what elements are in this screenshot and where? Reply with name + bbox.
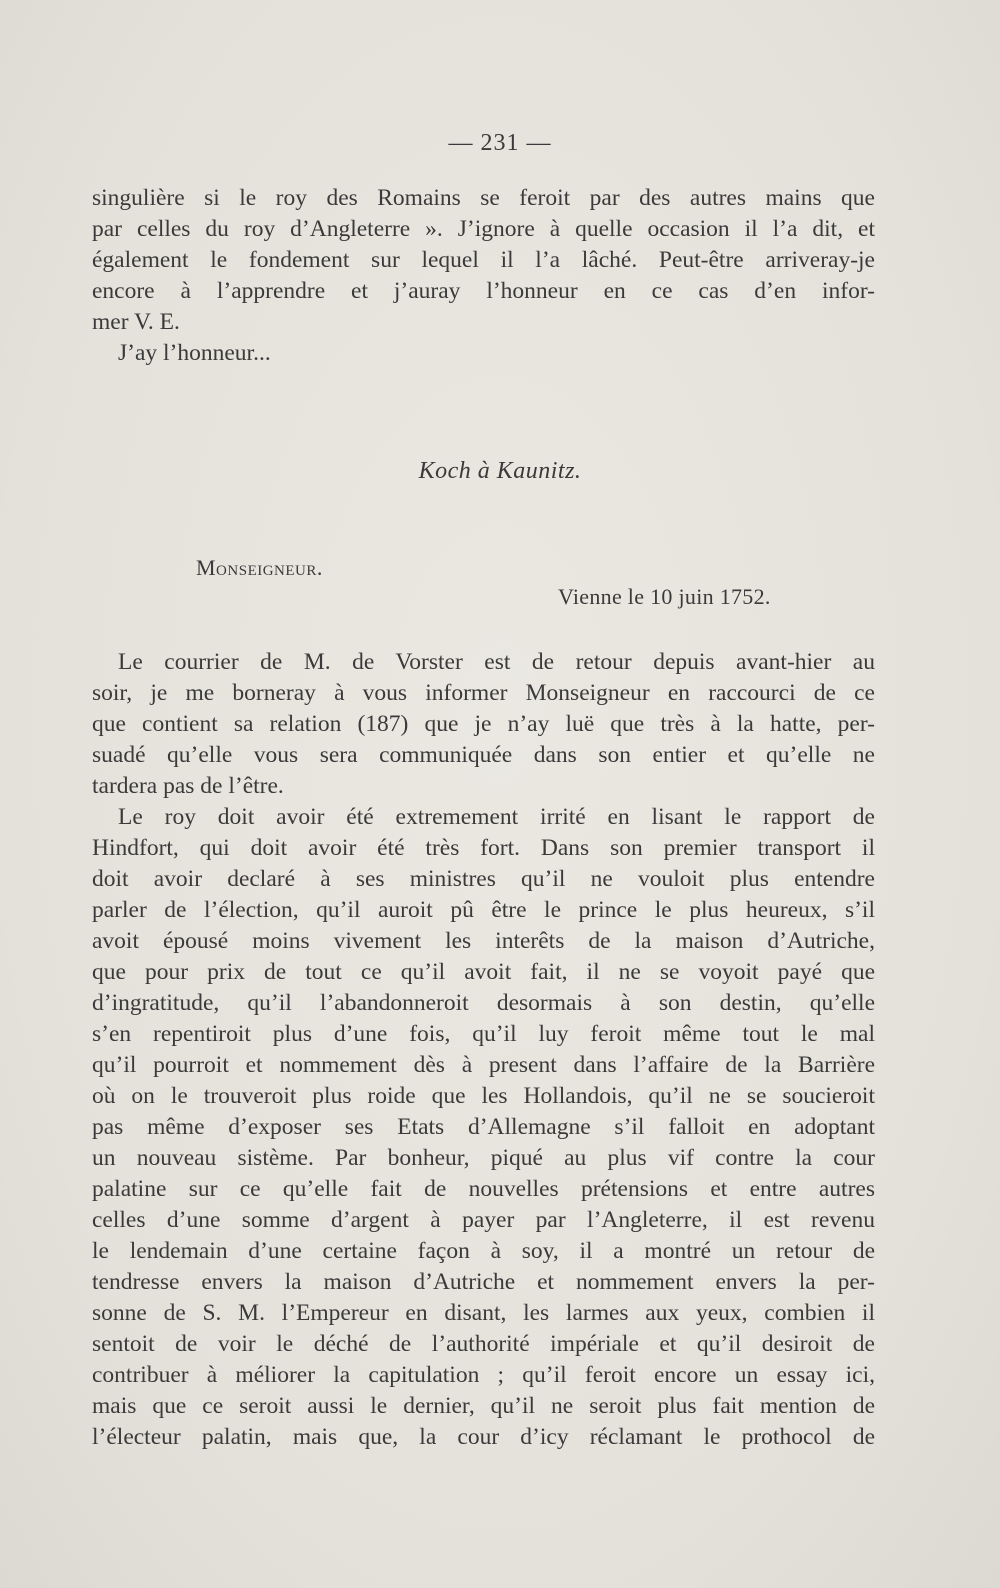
- text-line: contribuer à méliorer la capitulation ; qu’il feroit encore un essay ici,: [92, 1362, 875, 1388]
- closing-formula: J’ay l’honneur...: [118, 340, 271, 366]
- text-line: mais que ce seroit aussi le dernier, qu’il ne seroit plus fait mention de: [92, 1393, 875, 1419]
- text-line: l’électeur palatin, mais que, la cour d’icy réclamant le prothocol de: [92, 1424, 875, 1450]
- text-line: parler de l’élection, qu’il auroit pû être le prince le plus heureux, s’il: [92, 897, 875, 923]
- text-line: sonne de S. M. l’Empereur en disant, les larmes aux yeux, combien il: [92, 1300, 875, 1326]
- text-line: un nouveau sistème. Par bonheur, piqué au plus vif contre la cour: [92, 1145, 875, 1171]
- text-line: palatine sur ce qu’elle fait de nouvelles prétensions et entre autres: [92, 1176, 875, 1202]
- text-line: suadé qu’elle vous sera communiquée dans son entier et qu’elle ne: [92, 742, 875, 768]
- text-line: que pour prix de tout ce qu’il avoit fait, il ne se voyoit payé que: [92, 959, 875, 985]
- text-line: également le fondement sur lequel il l’a lâché. Peut-être arriveray-je: [92, 247, 875, 273]
- dateline: Vienne le 10 juin 1752.: [558, 584, 771, 609]
- text-line: soir, je me borneray à vous informer Monseigneur en raccourci de ce: [92, 680, 875, 706]
- text-line: Le courrier de M. de Vorster est de retour depuis avant-hier au: [118, 649, 875, 675]
- page-number: — 231 —: [448, 130, 552, 156]
- text-line: mer V. E.: [92, 309, 180, 335]
- salutation: Monseigneur.: [196, 555, 323, 580]
- text-line: Le roy doit avoir été extremement irrité en lisant le rapport de: [118, 804, 875, 830]
- text-line: par celles du roy d’Angleterre ». J’ignore à quelle occasion il l’a dit, et: [92, 216, 875, 242]
- text-line: tendresse envers la maison d’Autriche et nommement envers la per-: [92, 1269, 875, 1295]
- text-line: sentoit de voir le déché de l’authorité impériale et qu’il desiroit de: [92, 1331, 875, 1357]
- text-line: le lendemain d’une certaine façon à soy, il a montré un retour de: [92, 1238, 875, 1264]
- text-line: doit avoir declaré à ses ministres qu’il ne vouloit plus entendre: [92, 866, 875, 892]
- text-line: tardera pas de l’être.: [92, 773, 284, 799]
- text-line: pas même d’exposer ses Etats d’Allemagne s’il falloit en adoptant: [92, 1114, 875, 1140]
- letter-heading: Koch à Kaunitz.: [418, 458, 582, 484]
- text-line: d’ingratitude, qu’il l’abandonneroit desormais à son destin, qu’elle: [92, 990, 875, 1016]
- text-line: encore à l’apprendre et j’auray l’honneur en ce cas d’en infor-: [92, 278, 875, 304]
- text-line: singulière si le roy des Romains se feroit par des autres mains que: [92, 185, 875, 211]
- text-line: où on le trouveroit plus roide que les Hollandois, qu’il ne se soucieroit: [92, 1083, 875, 1109]
- text-line: s’en repentiroit plus d’une fois, qu’il luy feroit même tout le mal: [92, 1021, 875, 1047]
- text-line: Hindfort, qui doit avoir été très fort. Dans son premier transport il: [92, 835, 875, 861]
- text-line: qu’il pourroit et nommement dès à present dans l’affaire de la Barrière: [92, 1052, 875, 1078]
- text-line: avoit épousé moins vivement les interêts de la maison d’Autriche,: [92, 928, 875, 954]
- text-line: celles d’une somme d’argent à payer par l’Angleterre, il est revenu: [92, 1207, 875, 1233]
- text-line: que contient sa relation (187) que je n’ay luë que très à la hatte, per-: [92, 711, 875, 737]
